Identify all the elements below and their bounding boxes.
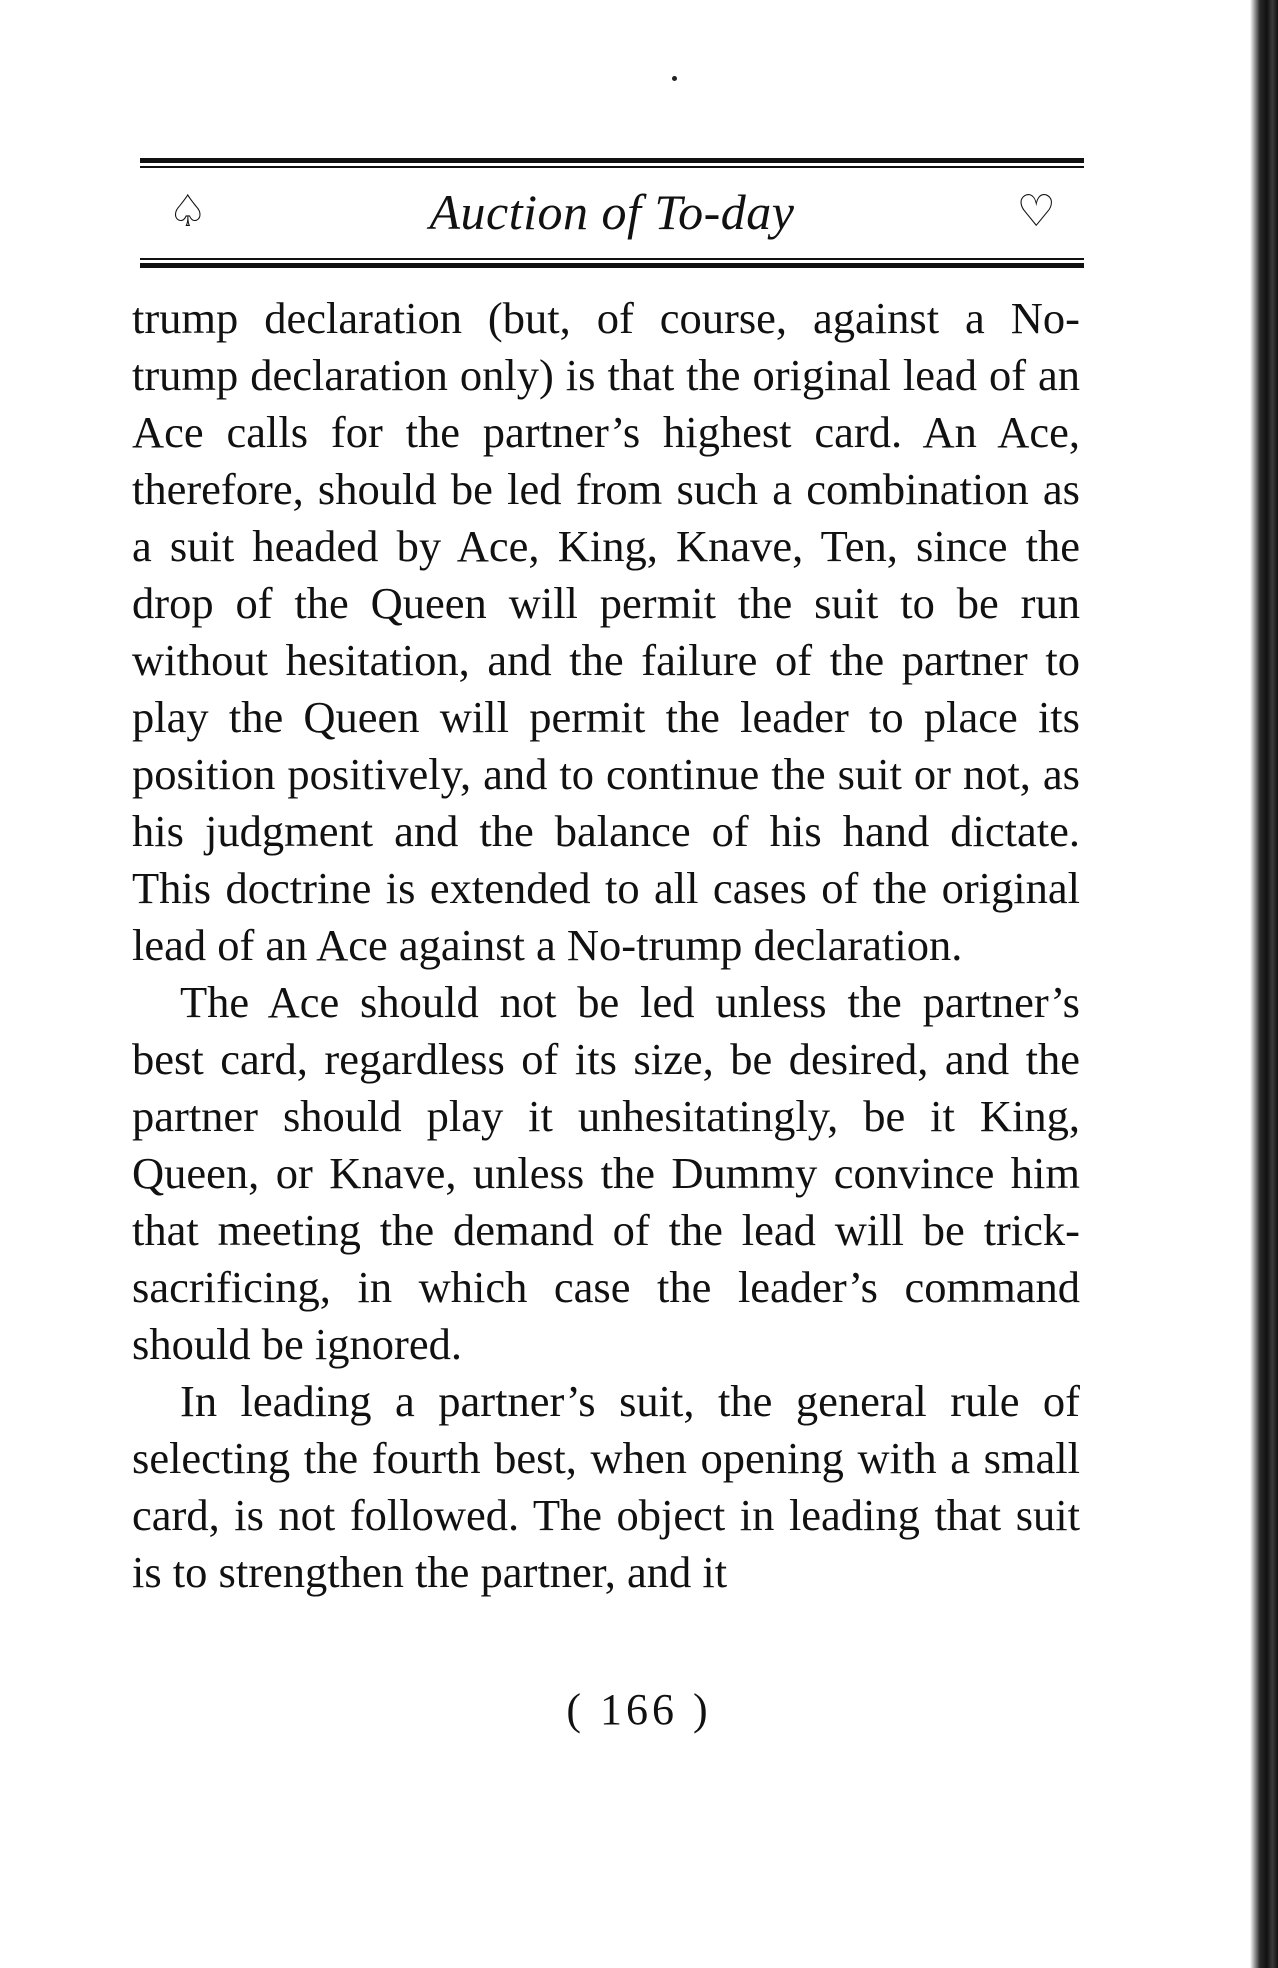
body-text (132, 290, 1080, 1601)
page-number: ( 166 ) (566, 1685, 712, 1734)
ink-speck (672, 76, 677, 81)
running-title: Auction of To-day (429, 184, 795, 240)
header-rule-top-thick (140, 158, 1084, 163)
header-rule-top-thin (140, 166, 1084, 168)
page-edge-shadow (1250, 0, 1278, 1968)
paragraph-continued: trump declaration (but, of course, against a No-trump declaration only) is that the original lead of an Ace calls for the partner’s highest card. An Ace, therefore, should be led from such a combination as a suit headed by Ace, King, Knave, Ten, since the drop of the Queen will permit the suit to be run without hesitation, and the failure of the partner to play the Queen will permit the leader to place its position positively, and to continue the suit or not, as his judgment and the balance of his hand dictate. This doctrine is extended to all cases of the original lead of an Ace against a No-trump declaration. (132, 293, 1080, 970)
spade-icon: ♤ (168, 186, 208, 237)
heart-icon: ♡ (1016, 186, 1056, 237)
paragraph-partner-suit: In leading a partner’s suit, the general rule of selecting the fourth best, when opening with a small card, is not followed. The object in leading that suit is to strengthen the partner, and it (132, 1376, 1080, 1597)
running-header (140, 176, 1084, 256)
paragraph-ace-lead: The Ace should not be led unless the partner’s best card, regardless of its size, be desired, and the partner should play it unhesitatingly, be it King, Queen, or Knave, unless the Dummy convince him that meeting the demand of the lead will be trick-sacrificing, in which case the leader’s command should be ignored. (132, 977, 1080, 1369)
header-rule-bottom-thick (140, 263, 1084, 268)
header-rule-bottom-thin (140, 258, 1084, 260)
